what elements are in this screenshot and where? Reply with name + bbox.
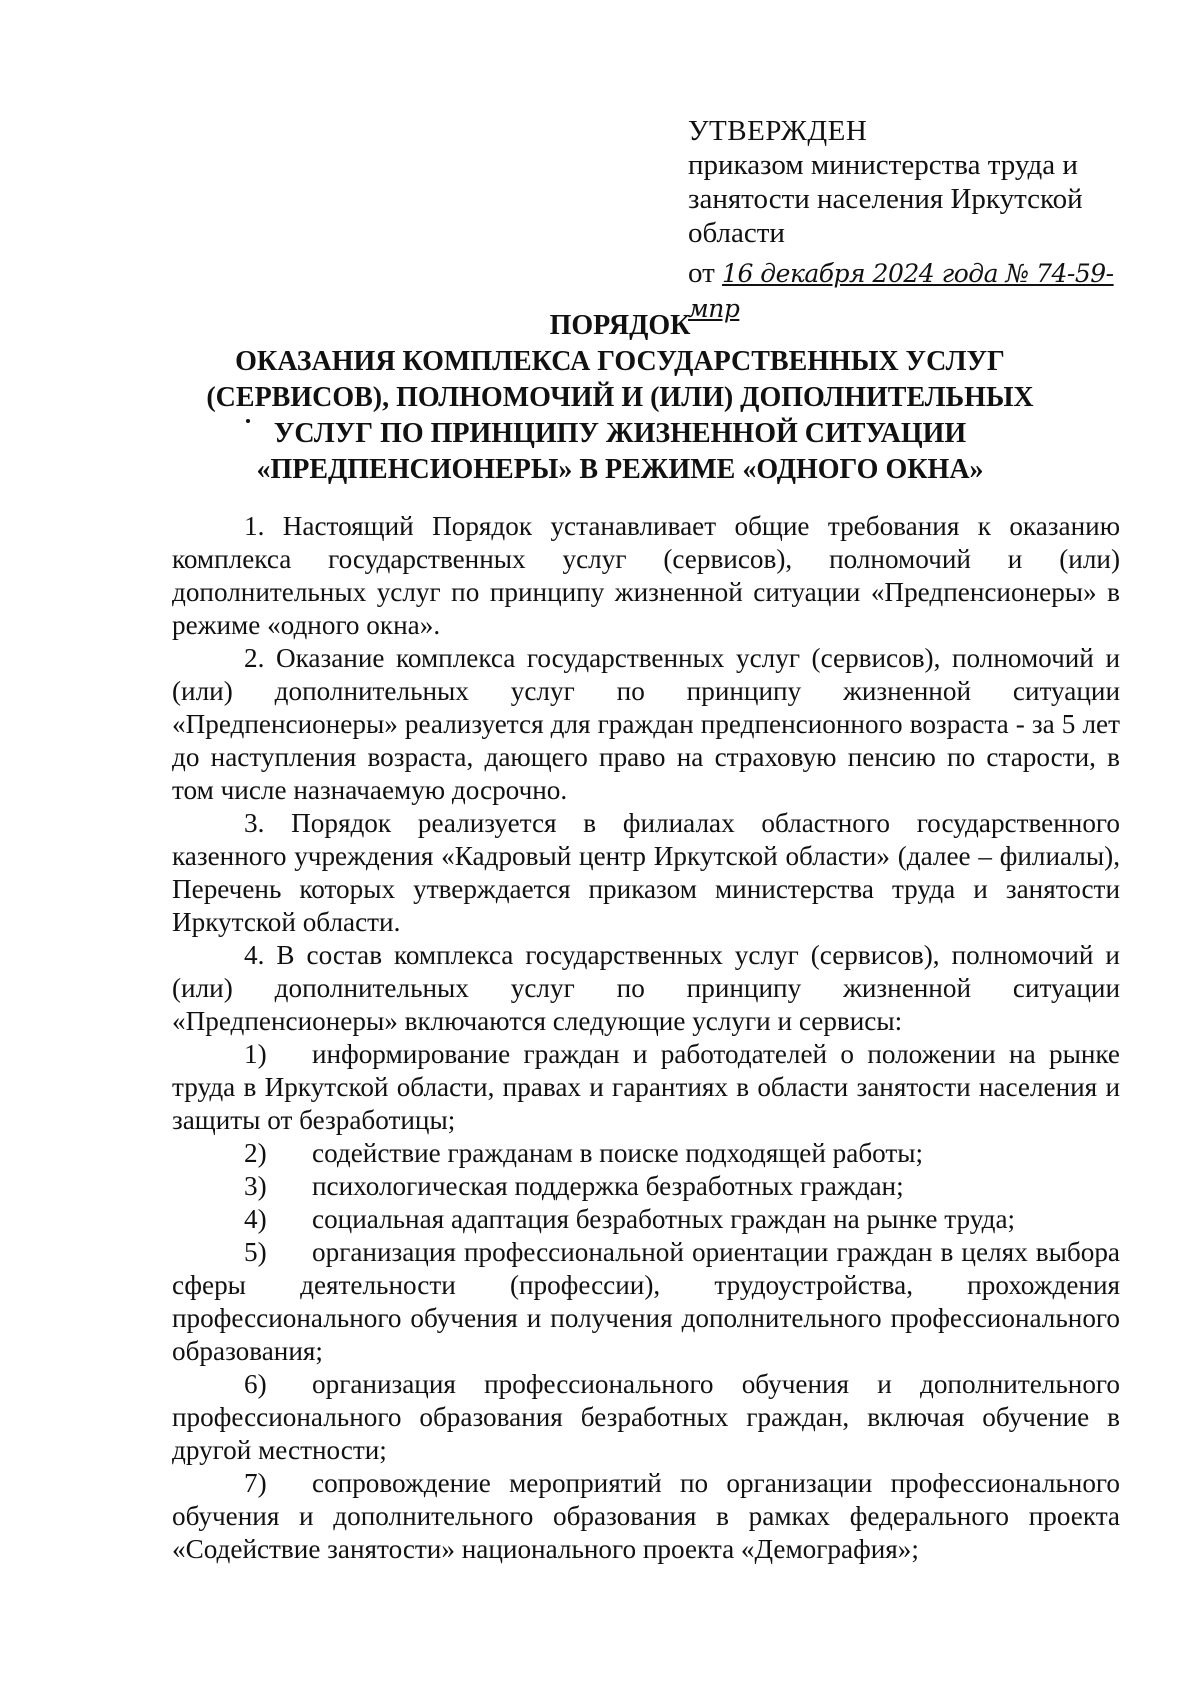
document-title <box>160 308 1080 488</box>
list-item-text: сопровождение мероприятий по организации профессионального обучения и дополнительного образования в рамках федерального проекта «Содействие занятости» национального проекта «Демография»; <box>172 1468 1120 1564</box>
list-item <box>172 1203 1120 1236</box>
list-item-number: 1) <box>244 1039 267 1069</box>
scan-dot-mark <box>246 419 250 423</box>
list-item-text: социальная адаптация безработных граждан на рынке труда; <box>312 1204 1016 1234</box>
title-line: «ПРЕДПЕНСИОНЕРЫ» В РЕЖИМЕ «ОДНОГО ОКНА» <box>256 454 984 485</box>
handwritten-date-number: 16 декабря 2024 года № 74-59-мпр <box>688 259 1114 323</box>
approval-line: области <box>688 217 785 249</box>
approval-heading: УТВЕРЖДЕН <box>688 115 868 147</box>
approval-block <box>688 114 1148 326</box>
list-item-text: психологическая поддержка безработных граждан; <box>312 1171 904 1201</box>
title-line: УСЛУГ ПО ПРИНЦИПУ ЖИЗНЕННОЙ СИТУАЦИИ <box>273 418 967 449</box>
list-item-text: организация профессиональной ориентации граждан в целях выбора сферы деятельности (профессии), трудоустройства, прохождения профессионального обучения и получения дополнительного профессионального образования; <box>172 1237 1120 1366</box>
list-item-text: информирование граждан и работодателей о положении на рынке труда в Иркутской области, правах и гарантиях в области занятости населения и защиты от безработицы; <box>172 1039 1120 1135</box>
document-body <box>172 510 1120 1566</box>
list-item <box>172 1038 1120 1137</box>
paragraph-2: 2. Оказание комплекса государственных услуг (сервисов), полномочий и (или) дополнительных услуг по принципу жизненной ситуации «Предпенсионеры» реализуется для граждан предпенсионного возраста - за 5 лет до наступления возраста, дающего право на страховую пенсию по старости, в том числе назначаемую досрочно. <box>172 643 1120 805</box>
list-item-number: 3) <box>244 1171 267 1201</box>
approval-date-prefix: от <box>688 257 715 289</box>
list-item-number: 6) <box>244 1369 267 1399</box>
paragraph-1: 1. Настоящий Порядок устанавливает общие требования к оказанию комплекса государственных услуг (сервисов), полномочий и (или) дополнительных услуг по принципу жизненной ситуации «Предпенсионеры» в режиме «одного окна». <box>172 511 1120 640</box>
list-item-number: 2) <box>244 1138 267 1168</box>
title-line: ПОРЯДОК <box>549 310 691 341</box>
list-item <box>172 1137 1120 1170</box>
list-item-number: 5) <box>244 1237 267 1267</box>
list-item <box>172 1236 1120 1368</box>
list-item <box>172 1368 1120 1467</box>
list-item <box>172 1467 1120 1566</box>
approval-line: занятости населения Иркутской <box>688 183 1083 215</box>
title-line: ОКАЗАНИЯ КОМПЛЕКСА ГОСУДАРСТВЕННЫХ УСЛУГ <box>235 346 1005 377</box>
paragraph-3: 3. Порядок реализуется в филиалах областного государственного казенного учреждения «Кадровый центр Иркутской области» (далее – филиалы), Перечень которых утверждается приказом министерства труда и занятости Иркутской области. <box>172 808 1120 937</box>
list-item-text: содействие гражданам в поиске подходящей работы; <box>312 1138 924 1168</box>
list-item-number: 7) <box>244 1468 267 1498</box>
list-item-number: 4) <box>244 1204 267 1234</box>
title-line: (СЕРВИСОВ), ПОЛНОМОЧИЙ И (ИЛИ) ДОПОЛНИТЕЛЬНЫХ <box>206 382 1034 413</box>
list-item <box>172 1170 1120 1203</box>
approval-line: приказом министерства труда и <box>688 149 1078 181</box>
paragraph-4: 4. В состав комплекса государственных услуг (сервисов), полномочий и (или) дополнительных услуг по принципу жизненной ситуации «Предпенсионеры» включаются следующие услуги и сервисы: <box>172 940 1120 1036</box>
list-item-text: организация профессионального обучения и дополнительного профессионального образования безработных граждан, включая обучение в другой местности; <box>172 1369 1120 1465</box>
